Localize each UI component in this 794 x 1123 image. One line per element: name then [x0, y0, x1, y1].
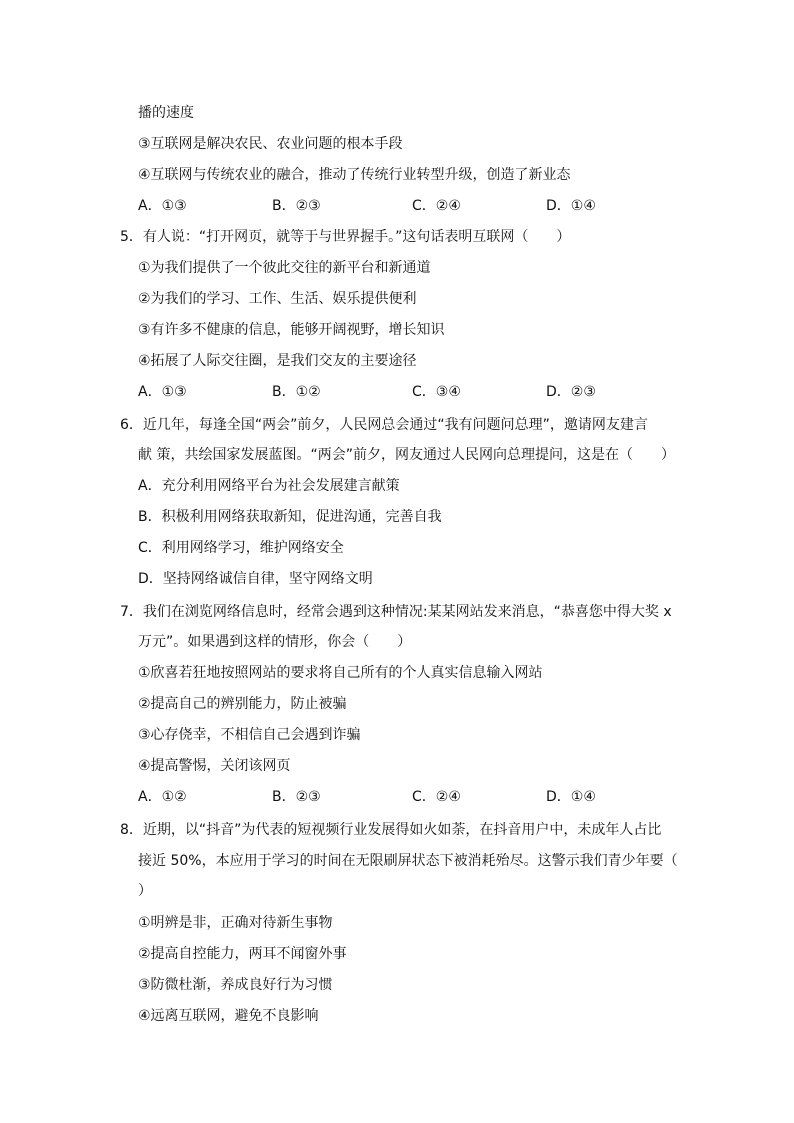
q5-option-a[interactable]: A．①③ [138, 384, 187, 400]
q7-item-1: ①欣喜若狂地按照网站的要求将自己所有的个人真实信息输入网站 [138, 665, 543, 681]
q4-continuation: 播的速度 [138, 105, 194, 121]
q7-option-b[interactable]: B．②③ [272, 789, 321, 805]
q6-stem-line-1: 6．近几年，每逢全国“两会”前夕，人民网总会通过“我有问题问总理”，邀请网友建言 [120, 417, 648, 433]
q5-option-c[interactable]: C．③④ [412, 384, 461, 400]
q8-item-2: ②提高自控能力，两耳不闻窗外事 [138, 946, 347, 962]
q5-stem: 5．有人说：“打开网页，就等于与世界握手。”这句话表明互联网（ ） [120, 229, 571, 245]
q5-option-b[interactable]: B．①② [272, 384, 321, 400]
q7-item-2: ②提高自己的辨别能力，防止被骗 [138, 696, 347, 712]
q8-stem-line-3: ） [138, 883, 152, 899]
q6-stem-line-2: 献 策，共绘国家发展蓝图。“两会”前夕，网友通过人民网向总理提问，这是在（ ） [138, 447, 675, 463]
q7-stem-line-1: 7．我们在浏览网络信息时，经常会遇到这种情况:某某网站发来消息，“恭喜您中得大奖 x [120, 604, 672, 620]
q5-item-3: ③有许多不健康的信息，能够开阔视野，增长知识 [138, 322, 445, 338]
q8-item-4: ④远离互联网，避免不良影响 [138, 1008, 319, 1024]
q8-stem-line-2: 接近 50%，本应用于学习的时间在无限刷屏状态下被消耗殆尽。这警示我们青少年要（ [138, 853, 678, 869]
q4-item-4: ④互联网与传统农业的融合，推动了传统行业转型升级，创造了新业态 [138, 167, 571, 183]
q8-item-1: ①明辨是非，正确对待新生事物 [138, 915, 333, 931]
q6-option-c[interactable]: C．利用网络学习，维护网络安全 [138, 540, 344, 556]
q5-item-4: ④拓展了人际交往圈，是我们交友的主要途径 [138, 353, 417, 369]
q4-option-b[interactable]: B．②③ [272, 198, 321, 214]
q4-option-c[interactable]: C．②④ [412, 198, 461, 214]
q4-option-d[interactable]: D．①④ [546, 198, 596, 214]
q7-item-4: ④提高警惕，关闭该网页 [138, 758, 291, 774]
q5-options [138, 383, 738, 401]
q7-option-c[interactable]: C．②④ [412, 789, 461, 805]
q6-option-a[interactable]: A．充分利用网络平台为社会发展建言献策 [138, 478, 400, 494]
q6-option-b[interactable]: B．积极利用网络获取新知，促进沟通，完善自我 [138, 509, 442, 525]
q7-options [138, 788, 738, 806]
q7-item-3: ③心存侥幸，不相信自己会遇到诈骗 [138, 727, 361, 743]
q4-item-3: ③互联网是解决农民、农业问题的根本手段 [138, 136, 403, 152]
q4-options [138, 197, 738, 215]
q5-item-2: ②为我们的学习、工作、生活、娱乐提供便利 [138, 291, 417, 307]
q7-option-d[interactable]: D．①④ [546, 789, 596, 805]
q5-item-1: ①为我们提供了一个彼此交往的新平台和新通道 [138, 260, 431, 276]
q8-item-3: ③防微杜渐，养成良好行为习惯 [138, 977, 333, 993]
q7-stem-line-2: 万元”。如果遇到这样的情形，你会（ ） [138, 634, 412, 650]
q8-stem-line-1: 8．近期，以“抖音”为代表的短视频行业发展得如火如荼，在抖音用户中，未成年人占比 [120, 822, 662, 838]
q6-option-d[interactable]: D．坚持网络诚信自律，坚守网络文明 [138, 571, 373, 587]
q5-option-d[interactable]: D．②③ [546, 384, 596, 400]
q4-option-a[interactable]: A．①③ [138, 198, 187, 214]
q7-option-a[interactable]: A．①② [138, 789, 187, 805]
